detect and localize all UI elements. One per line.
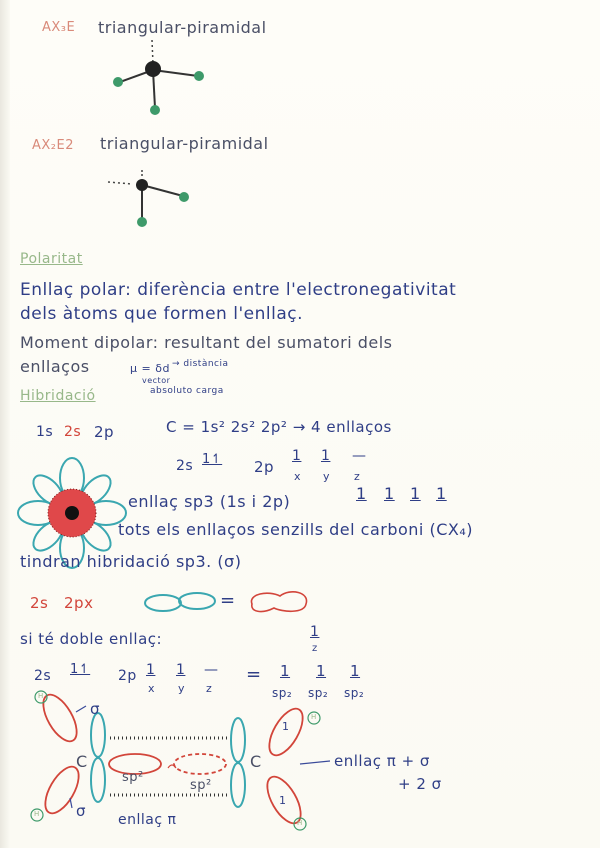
double-label-x: x	[148, 682, 156, 695]
orbital-1s: 1s	[36, 424, 54, 440]
polarity-line-1: Enllaç polar: diferència entre l'electronegativitat	[20, 280, 457, 300]
sp3-bond-line: enllaç sp3 (1s i 2p)	[128, 492, 291, 511]
z-top-label: z	[312, 643, 318, 654]
polarity-line-2: dels àtoms que formen l'enllaç.	[20, 304, 303, 324]
label-x: x	[294, 470, 302, 483]
label-z: z	[354, 470, 361, 483]
sp3-fill-1: 1	[356, 484, 367, 503]
excited-2s: 2s	[176, 458, 194, 474]
h-bottom-right: H	[297, 819, 303, 827]
molecule-ax3e	[113, 40, 204, 115]
geometry-ax2e2: triangular-piramidal	[100, 134, 269, 153]
excited-2s-fill: 1↿	[202, 452, 223, 467]
all-single-line-2: tindran hibridació sp3. (σ)	[20, 552, 242, 571]
sp2-label-2: sp₂	[308, 686, 329, 700]
sp3-fill-4: 1	[436, 484, 447, 503]
sigma-bottom-label: σ	[76, 802, 87, 820]
double-2p-y: 1	[176, 662, 186, 678]
all-single-line-1: tots els enllaços senzills del carboni (CX₄)	[118, 520, 473, 539]
sp-2px: 2px	[64, 594, 94, 612]
double-2s: 2s	[34, 668, 52, 684]
double-label-y: y	[178, 682, 186, 695]
double-label-z: z	[206, 682, 213, 695]
double-2s-fill: 1↿	[70, 662, 91, 677]
sp2-fill-3: 1	[350, 662, 361, 680]
h-top-right: H	[311, 713, 317, 721]
bond-extra-sigma: + 2 σ	[398, 775, 442, 793]
sp2-fill-1: 1	[280, 662, 291, 680]
formula-ax3e: AX₃E	[42, 20, 76, 35]
formula-ax2e2: AX₂E2	[32, 138, 74, 153]
lobe-label-top: 1	[282, 720, 290, 733]
lobe-label-bottom: 1	[279, 794, 287, 807]
sp2-fill-2: 1	[316, 662, 327, 680]
orbital-2s: 2s	[64, 424, 82, 440]
excited-2p: 2p	[254, 458, 275, 476]
carbon-left: C	[76, 752, 88, 771]
carbon-right: C	[250, 752, 262, 771]
geometry-ax3e: triangular-piramidal	[98, 18, 267, 37]
sp3-fill-3: 1	[410, 484, 421, 503]
h-top-left: H	[38, 692, 44, 700]
orbital-2p: 2p	[94, 423, 115, 441]
sp3-fill-2: 1	[384, 484, 395, 503]
sp-equals: =	[220, 590, 236, 611]
excited-2p-y: 1	[321, 448, 331, 464]
sp2-right-label: sp²	[190, 778, 212, 793]
polarity-line-3: Moment dipolar: resultant del sumatori dels	[20, 333, 393, 352]
double-2p-z: —	[204, 662, 219, 678]
note-distance: → distància	[172, 359, 229, 369]
sp2-label-3: sp₂	[344, 686, 365, 700]
double-2p-x: 1	[146, 662, 156, 678]
double-bond-line: si té doble enllaç:	[20, 630, 163, 648]
sp2-left-label: sp²	[122, 770, 144, 785]
h-bottom-left: H	[34, 810, 40, 818]
section-hibridacio: Hibridació	[20, 388, 96, 404]
molecule-ax2e2	[108, 170, 189, 227]
double-equals: =	[246, 664, 262, 685]
sp-2s: 2s	[30, 594, 49, 612]
section-polaritat: Polaritat	[20, 251, 83, 267]
double-2p: 2p	[118, 668, 137, 684]
note-vector: vector	[142, 376, 171, 385]
note-charge: absoluto carga	[150, 386, 224, 396]
pi-bond-label: enllaç π	[118, 812, 177, 828]
carbon-config: C = 1s² 2s² 2p² → 4 enllaços	[166, 418, 392, 436]
z-top-fill: 1	[310, 624, 320, 640]
polarity-line-4: enllaços	[20, 357, 90, 376]
sigma-top-label: σ	[90, 700, 101, 718]
excited-2p-z: —	[352, 448, 367, 464]
sp2-label-1: sp₂	[272, 686, 293, 700]
excited-2p-x: 1	[292, 448, 302, 464]
bond-pi-sigma-label: enllaç π + σ	[334, 752, 430, 770]
label-y: y	[323, 470, 331, 483]
dipole-formula: μ = δd	[130, 362, 170, 375]
